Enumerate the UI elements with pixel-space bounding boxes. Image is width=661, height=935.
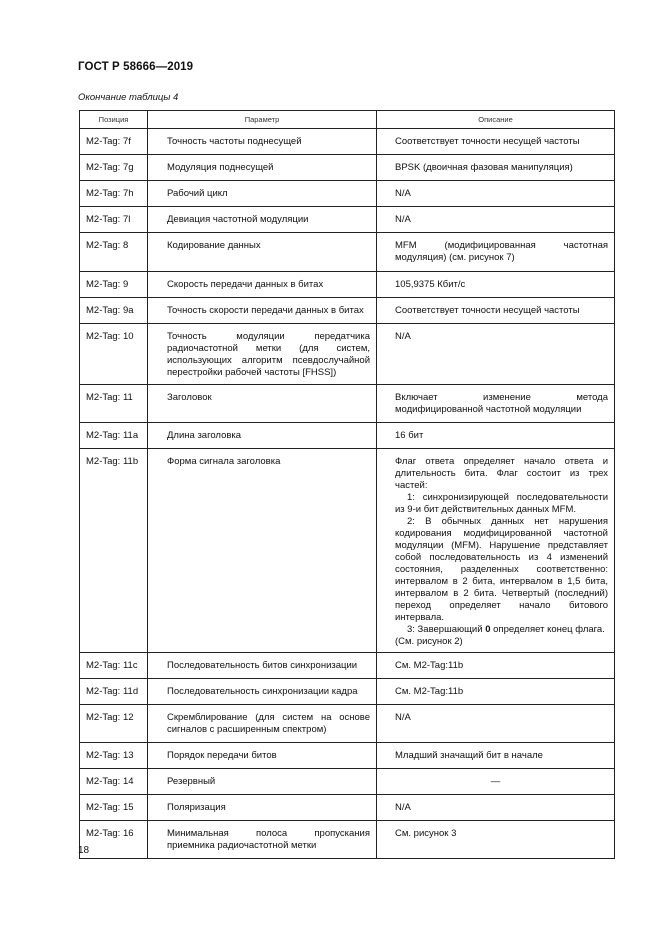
document-header: ГОСТ Р 58666—2019 [78, 61, 194, 73]
table-row [80, 705, 615, 743]
table-row [80, 181, 615, 207]
row-parameter [148, 298, 377, 324]
row-parameter [148, 181, 377, 207]
row-description: N/A [377, 705, 615, 743]
row-position: M2-Tag: 11d [80, 679, 148, 705]
row-description: BPSK (двоичная фазовая манипуляция) [377, 155, 615, 181]
row-parameter-text: Скорость передачи данных в битах [167, 279, 324, 290]
row-parameter [148, 705, 377, 743]
column-header-description: Описание [377, 111, 615, 129]
row-position: M2-Tag: 11b [80, 449, 148, 653]
row-position: M2-Tag: 7l [80, 207, 148, 233]
row-position: M2-Tag: 14 [80, 769, 148, 795]
row-parameter [148, 769, 377, 795]
row-parameter-text: Рабочий цикл [167, 188, 228, 199]
row-position: M2-Tag: 8 [80, 233, 148, 272]
row-parameter-text: Заголовок [167, 392, 212, 403]
page-number: 18 [78, 845, 90, 856]
row-parameter-text: Форма сигнала заголовка [167, 456, 281, 467]
row-position: M2-Tag: 16 [80, 821, 148, 859]
table-caption: Окончание таблицы 4 [78, 92, 179, 103]
row-description: N/A [377, 795, 615, 821]
row-description: См. рисунок 3 [377, 821, 615, 859]
row-parameter [148, 155, 377, 181]
row-parameter-text: Последовательность битов синхронизации [167, 660, 358, 671]
table-row [80, 423, 615, 449]
row-parameter [148, 743, 377, 769]
row-parameter [148, 795, 377, 821]
row-description: См. M2-Tag:11b [377, 653, 615, 679]
table-row [80, 769, 615, 795]
row-position: M2-Tag: 11a [80, 423, 148, 449]
table-header-row [80, 111, 615, 129]
row-parameter-text: Девиация частотной модуляции [167, 214, 309, 225]
table-row [80, 449, 615, 653]
row-parameter [148, 272, 377, 298]
row-parameter-text: Скремблирование (для систем на основе сигналов с расширенным спектром) [167, 712, 370, 735]
row-description: N/A [377, 207, 615, 233]
table-row [80, 821, 615, 859]
row-parameter-text: Модуляция поднесущей [167, 162, 274, 173]
row-description: N/A [377, 324, 615, 385]
row-parameter-text: Последовательность синхронизации кадра [167, 686, 358, 697]
row-parameter [148, 679, 377, 705]
row-position: M2-Tag: 10 [80, 324, 148, 385]
flag-part-3-lead: 3: Завершающий [407, 624, 486, 635]
row-description: Соответствует точности несущей частоты [377, 129, 615, 155]
column-header-position: Позиция [80, 111, 148, 129]
row-parameter [148, 233, 377, 272]
row-position: M2-Tag: 15 [80, 795, 148, 821]
flag-part-1-text: 1: синхронизирующей последовательности из 9-и бит действительных данных MFM. [395, 492, 608, 515]
row-parameter-text: Резервный [167, 776, 216, 787]
row-description: См. M2-Tag:11b [377, 679, 615, 705]
table-row [80, 272, 615, 298]
row-position: M2-Tag: 13 [80, 743, 148, 769]
row-position: M2-Tag: 12 [80, 705, 148, 743]
table-row [80, 795, 615, 821]
row-parameter-text: Минимальная полоса пропускания приемника радиочастотной метки [167, 828, 370, 851]
row-parameter [148, 129, 377, 155]
row-position: M2-Tag: 11c [80, 653, 148, 679]
spec-table [79, 110, 615, 859]
row-description: Включает изменение метода модифицированной частотной модуляции [377, 385, 615, 423]
row-parameter-text: Порядок передачи битов [167, 750, 277, 761]
row-description [377, 449, 615, 653]
row-parameter [148, 423, 377, 449]
row-position: M2-Tag: 7g [80, 155, 148, 181]
row-position: M2-Tag: 9 [80, 272, 148, 298]
table-row [80, 679, 615, 705]
flag-part-3-text [395, 624, 608, 636]
row-parameter-text: Точность модуляции передатчика радиочастотной метки (для систем, использующих алгоритм псевдослучайной перестройки рабочей частоты [FHSS]) [167, 331, 370, 378]
row-parameter-text: Точность частоты поднесущей [167, 136, 302, 147]
row-description: 16 бит [377, 423, 615, 449]
row-parameter-text: Кодирование данных [167, 240, 261, 251]
flag-intro-text: Флаг ответа определяет начало ответа и длительность бита. Флаг состоит из трех частей: [395, 456, 608, 491]
flag-part-3-tail: определяет конец флага. [490, 624, 605, 635]
row-parameter-text: Точность скорости передачи данных в битах [167, 305, 364, 316]
table-row [80, 207, 615, 233]
table-row [80, 324, 615, 385]
flag-part-3-bold-zero: 0 [485, 624, 491, 635]
row-parameter [148, 207, 377, 233]
row-parameter [148, 385, 377, 423]
flag-part-2-text: 2: В обычных данных нет нарушения кодирования модифицированной частотной модуляции (MFM). Нарушение представляет собой последовательность из 4 изменений состояния, разделенных соответственно: интервалом в 2 бита, интервалом в 1,5 бита, интервалом в 2 бита. Четвертый (последний) переход определяет начало битового интервала. [395, 516, 608, 623]
table-row [80, 653, 615, 679]
row-description: N/A [377, 181, 615, 207]
row-parameter-text: Длина заголовка [167, 430, 242, 441]
row-description: — [377, 769, 615, 795]
table-row [80, 385, 615, 423]
row-description: MFM (модифицированная частотная модуляция) (см. рисунок 7) [377, 233, 615, 272]
row-position: M2-Tag: 7h [80, 181, 148, 207]
row-description: Младший значащий бит в начале [377, 743, 615, 769]
table-row [80, 743, 615, 769]
table-row [80, 155, 615, 181]
row-parameter [148, 324, 377, 385]
table-row [80, 129, 615, 155]
flag-figure-ref: (См. рисунок 2) [395, 636, 463, 647]
table-row [80, 233, 615, 272]
row-description: Соответствует точности несущей частоты [377, 298, 615, 324]
row-parameter [148, 449, 377, 653]
row-parameter-text: Поляризация [167, 802, 226, 813]
table-row [80, 298, 615, 324]
row-position: M2-Tag: 9a [80, 298, 148, 324]
row-description: 105,9375 Кбит/с [377, 272, 615, 298]
row-parameter [148, 821, 377, 859]
row-position: M2-Tag: 7f [80, 129, 148, 155]
row-position: M2-Tag: 11 [80, 385, 148, 423]
column-header-parameter: Параметр [148, 111, 377, 129]
row-parameter [148, 653, 377, 679]
